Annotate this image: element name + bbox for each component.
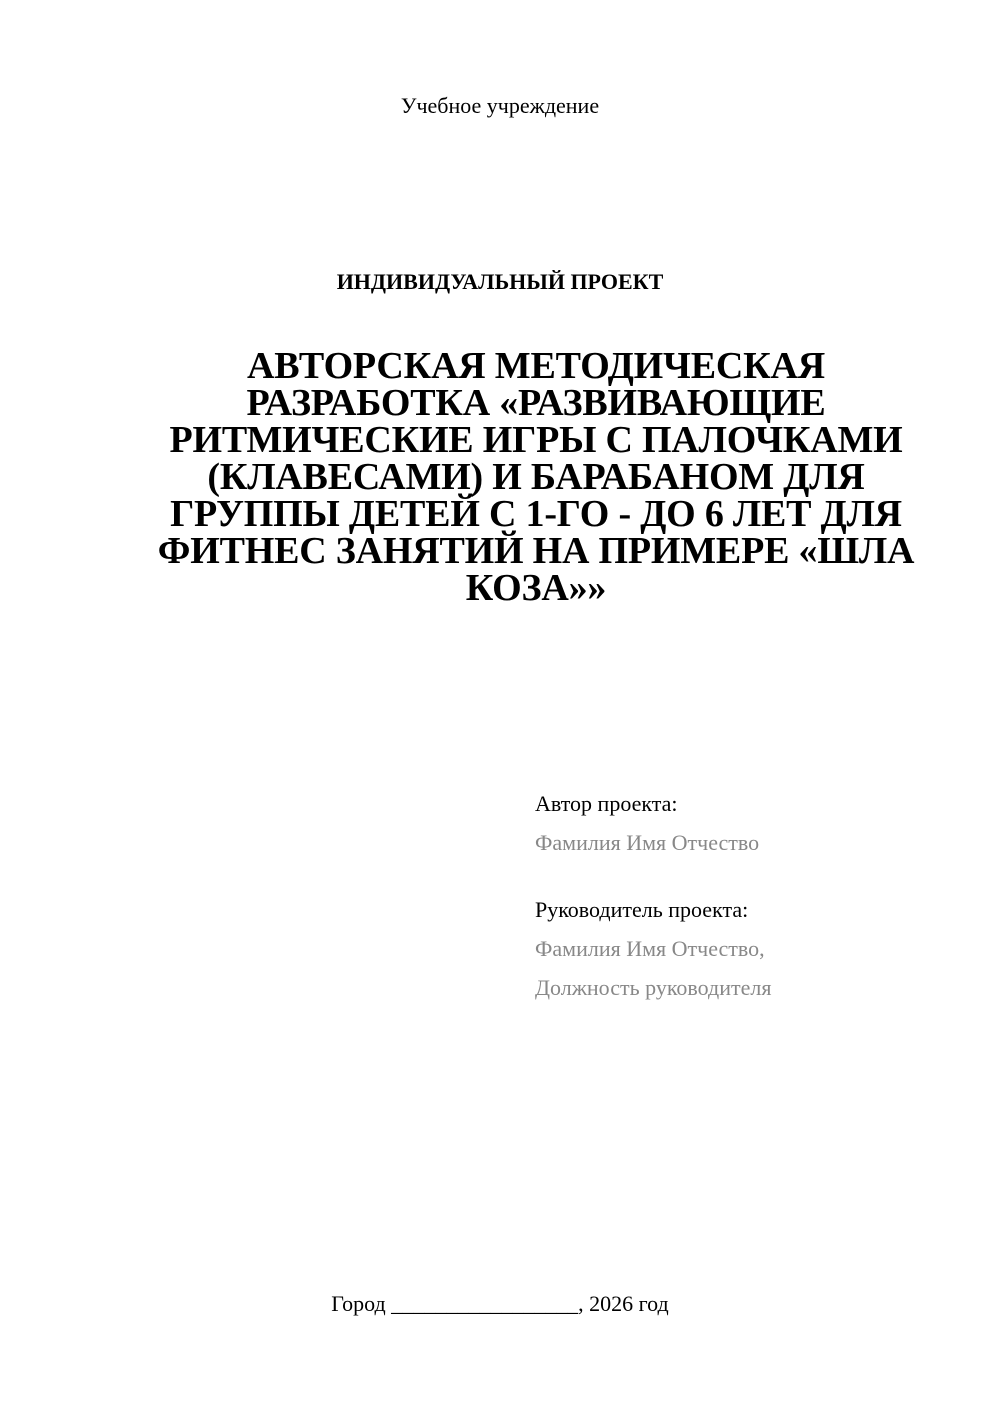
supervisor-block xyxy=(535,896,975,1013)
project-title-line: ФИТНЕС ЗАНЯТИЙ НА ПРИМЕРЕ «ШЛА xyxy=(157,530,915,572)
project-title-line: ГРУППЫ ДЕТЕЙ С 1-ГО - ДО 6 ЛЕТ ДЛЯ xyxy=(170,493,902,535)
author-block xyxy=(535,790,975,857)
institution-name: Учебное учреждение xyxy=(400,93,600,118)
project-title-line: АВТОРСКАЯ МЕТОДИЧЕСКАЯ xyxy=(247,345,825,387)
author-name: Фамилия Имя Отчество xyxy=(535,830,760,855)
author-label: Автор проекта: xyxy=(535,791,678,816)
supervisor-position: Должность руководителя xyxy=(535,975,772,1000)
project-title-line: РАЗРАБОТКА «РАЗВИВАЮЩИЕ xyxy=(246,382,826,424)
supervisor-name: Фамилия Имя Отчество, xyxy=(535,936,765,961)
city-year-line: Город _________________, 2026 год xyxy=(331,1291,669,1316)
project-title-line: (КЛАВЕСАМИ) И БАРАБАНОМ ДЛЯ xyxy=(207,456,865,498)
project-title-line: КОЗА»» xyxy=(465,567,607,609)
project-type-heading: ИНДИВИДУАЛЬНЫЙ ПРОЕКТ xyxy=(336,269,664,294)
supervisor-label: Руководитель проекта: xyxy=(535,897,749,922)
project-title-line: РИТМИЧЕСКИЕ ИГРЫ С ПАЛОЧКАМИ xyxy=(169,419,903,461)
project-title xyxy=(120,345,952,609)
